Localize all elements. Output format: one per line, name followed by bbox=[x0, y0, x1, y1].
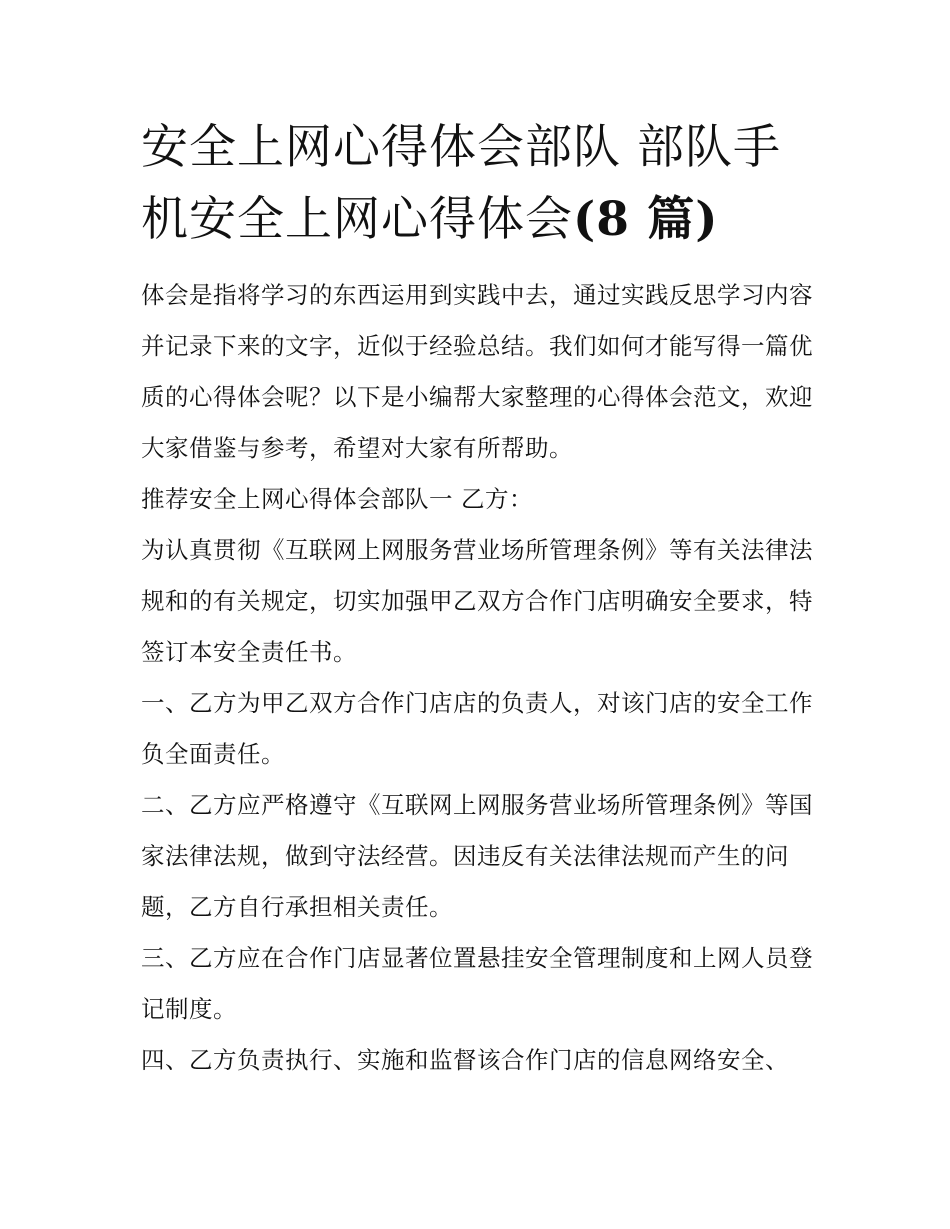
intro-paragraph: 体会是指将学习的东西运用到实践中去，通过实践反思学习内容并记录下来的文字，近似于经验总结。我们如何才能写得一篇优质的心得体会呢？以下是小编帮大家整理的心得体会范文，欢迎大家借鉴与参考，希望对大家有所帮助。 bbox=[141, 281, 813, 462]
document-body bbox=[141, 112, 821, 1086]
title-line-2: 机安全上网心得体会 bbox=[141, 192, 573, 247]
clause-4: 四、乙方负责执行、实施和监督该合作门店的信息网络安全、 bbox=[141, 1046, 789, 1074]
clause-3: 三、乙方应在合作门店显著位置悬挂安全管理制度和上网人员登记制度。 bbox=[141, 944, 813, 1023]
document-title bbox=[141, 112, 821, 256]
clause-2: 二、乙方应严格遵守《互联网上网服务营业场所管理条例》等国家法律法规，做到守法经营。因违反有关法律法规而产生的问题，乙方自行承担相关责任。 bbox=[141, 791, 813, 921]
paragraph-purpose: 为认真贯彻《互联网上网服务营业场所管理条例》等有关法律法规和的有关规定，切实加强甲乙双方合作门店明确安全要求，特签订本安全责任书。 bbox=[141, 536, 813, 666]
recommend-heading: 推荐安全上网心得体会部队一 乙方： bbox=[141, 485, 533, 513]
clause-1: 一、乙方为甲乙双方合作门店店的负责人，对该门店的安全工作负全面责任。 bbox=[141, 689, 813, 768]
title-line-1: 安全上网心得体会部队 部队手 bbox=[141, 120, 781, 175]
title-suffix: (8 篇) bbox=[573, 192, 719, 247]
